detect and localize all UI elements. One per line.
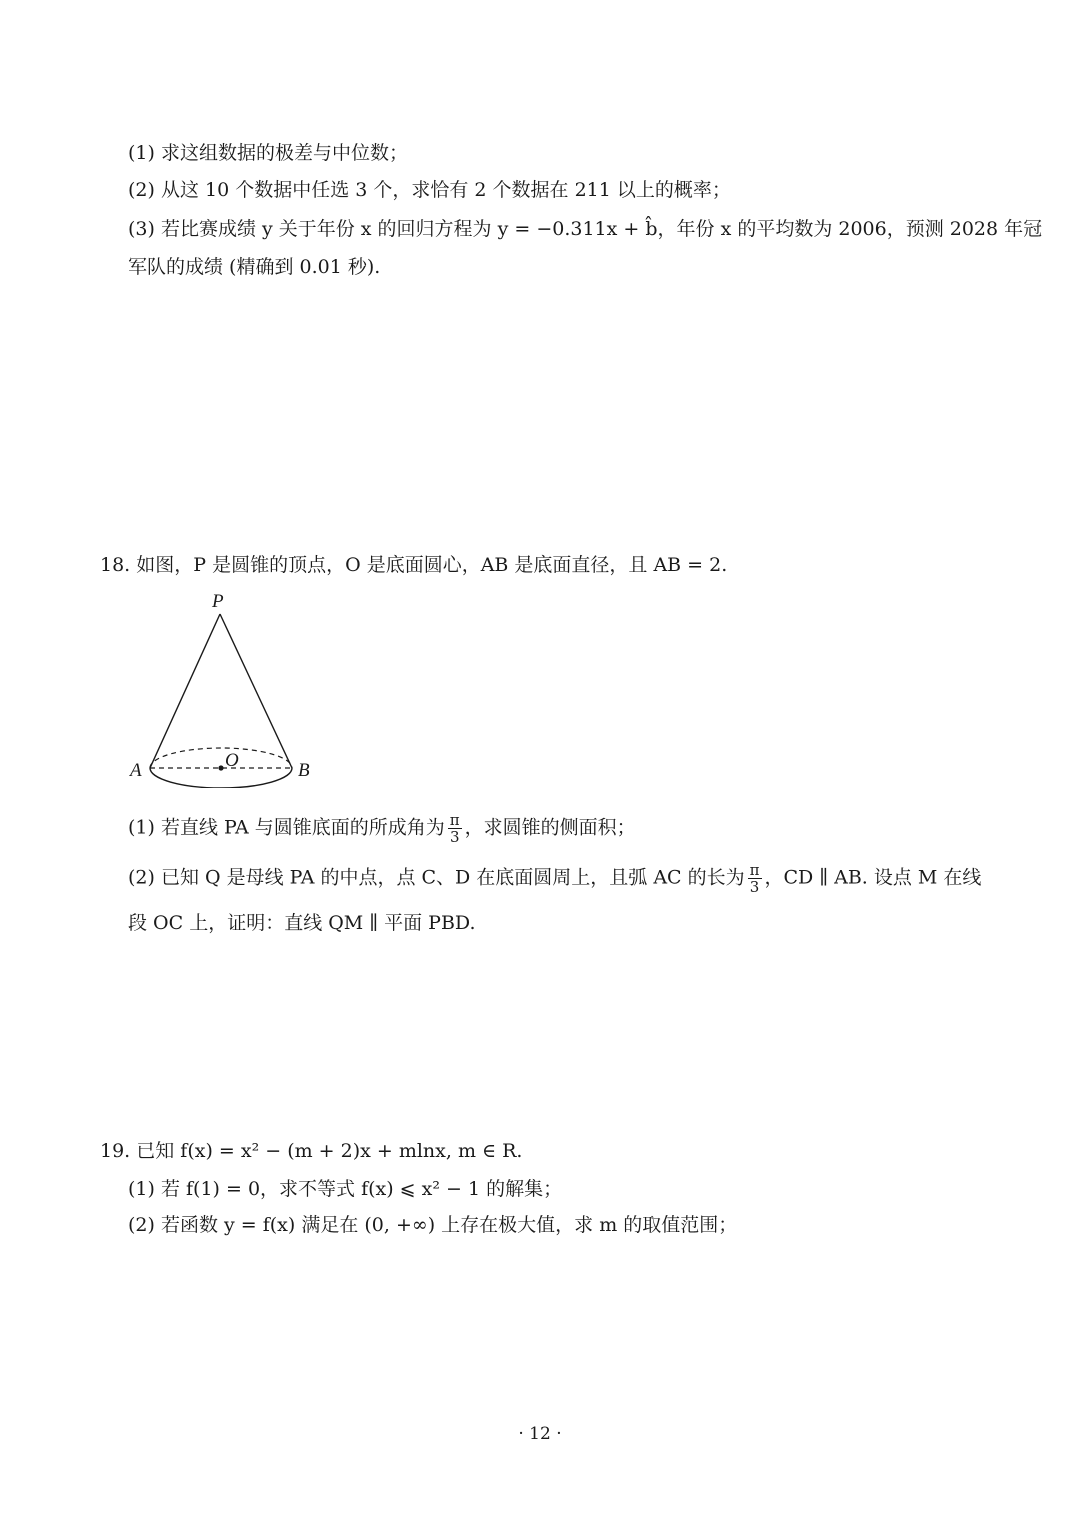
q18-sub1-fraction [448, 812, 462, 845]
cone-edge-pb [220, 614, 292, 768]
q18-sub1-text-before: (1) 若直线 PA 与圆锥底面的所成角为 [128, 816, 445, 839]
q18-sub2-text-before: (2) 已知 Q 是母线 PA 的中点，点 C、D 在底面圆周上，且弧 AC 的长为 [128, 866, 745, 889]
center-point-o [218, 765, 223, 770]
q17-sub3-line2: 军队的成绩 (精确到 0.01 秒). [128, 256, 381, 278]
q18-sub1-text-after: ，求圆锥的侧面积； [464, 816, 636, 839]
cone-figure [120, 588, 340, 788]
q18-sub2-line2: 段 OC 上，证明：直线 QM ∥ 平面 PBD. [128, 912, 476, 934]
label-b: B [298, 760, 310, 781]
q18-sub1-frac-num: π [449, 811, 460, 829]
q18-sub1 [128, 812, 636, 845]
q18-stem: 18. 如图，P 是圆锥的顶点，O 是底面圆心，AB 是底面直径，且 AB = 2. [100, 554, 728, 576]
q18-sub1-frac-den: 3 [449, 828, 460, 846]
base-front-arc [150, 768, 292, 788]
q18-sub2-frac-den: 3 [749, 878, 760, 896]
label-o: O [225, 750, 239, 771]
q17-sub1: (1) 求这组数据的极差与中位数； [128, 142, 408, 164]
q19-sub1: (1) 若 f(1) = 0，求不等式 f(x) ⩽ x² − 1 的解集； [128, 1178, 563, 1200]
label-a: A [130, 760, 142, 781]
q18-sub2-frac-num: π [749, 861, 760, 879]
q17-sub3-line1: (3) 若比赛成绩 y 关于年份 x 的回归方程为 y = −0.311x + b̂，年份 x 的平均数为 2006，预测 2028 年冠 [128, 218, 1043, 240]
page-number: · 12 · [518, 1424, 562, 1444]
q17-sub2: (2) 从这 10 个数据中任选 3 个，求恰有 2 个数据在 211 以上的概率； [128, 179, 731, 201]
q18-sub2-text-after: ，CD ∥ AB. 设点 M 在线 [764, 866, 982, 889]
base-back-arc [150, 748, 292, 768]
q19-sub2: (2) 若函数 y = f(x) 满足在 (0, +∞) 上存在极大值，求 m 的取值范围； [128, 1214, 738, 1236]
q19-stem: 19. 已知 f(x) = x² − (m + 2)x + mlnx, m ∈ R. [100, 1140, 523, 1162]
cone-edge-pa [150, 614, 220, 768]
q18-sub2-fraction [748, 862, 762, 895]
q18-sub2-line1 [128, 862, 981, 895]
label-p: P [212, 591, 224, 612]
